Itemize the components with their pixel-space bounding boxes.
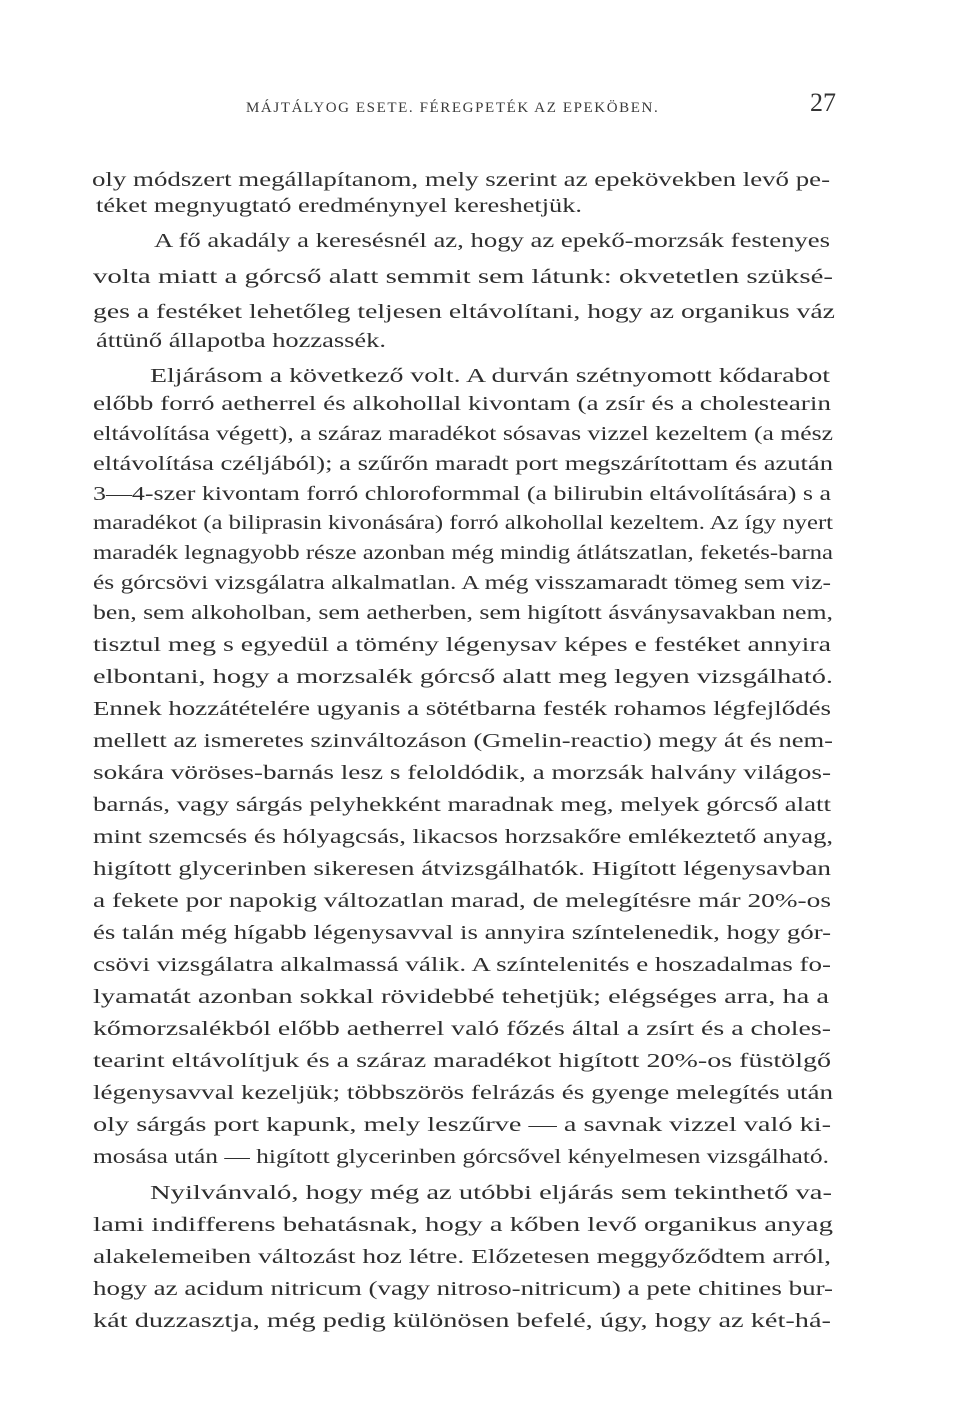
text-line: elbontani, hogy a morzsalék górcső alatt meg legyen vizsgálható.	[93, 666, 834, 688]
text-line: eltávolítása czéljából); a szűrőn maradt port megszárítottam és azután	[93, 453, 833, 475]
text-line: a fekete por napokig változatlan marad, de melegítésre már 20%-os	[93, 890, 831, 912]
text-line: kát duzzasztja, még pedig különösen befelé, úgy, hogy az két-há-	[93, 1310, 831, 1332]
text-line: légenysavval kezeljük; többszörös felrázás és gyenge melegítés után	[93, 1082, 834, 1104]
text-line: lami indifferens behatásnak, hogy a kőben levő organikus anyag	[93, 1214, 833, 1236]
text-line: volta miatt a górcső alatt semmit sem látunk: okvetetlen szüksé-	[93, 266, 834, 288]
text-line: ben, sem alkoholban, sem aetherben, sem higított ásványsavakban nem,	[93, 602, 833, 624]
text-line: tearint eltávolítjuk és a száraz maradékot higított 20%-os füstölgő	[93, 1050, 832, 1072]
text-line: barnás, vagy sárgás pelyhekként maradnak meg, melyek górcső alatt	[93, 794, 832, 816]
text-line: áttünő állapotba hozzassék.	[96, 330, 386, 352]
text-line: csövi vizsgálatra alkalmassá válik. A színtelenités e hoszadalmas fo-	[93, 954, 831, 976]
text-line: Nyilvánvaló, hogy még az utóbbi eljárás sem tekinthető va-	[150, 1182, 833, 1204]
text-line: lyamatát azonban sokkal rövidebbé tehetjük; elégséges arra, ha a	[93, 986, 829, 1008]
text-line: mint szemcsés és hólyagcsás, likacsos horzsakőre emlékeztető anyag,	[93, 826, 834, 848]
text-line: oly módszert megállapítanom, mely szerint az epekövekben levő pe-	[92, 169, 831, 191]
text-line: előbb forró aetherrel és alkohollal kivontam (a zsír és a cholestearin	[93, 393, 831, 415]
page-number: 27	[810, 88, 836, 117]
text-line: maradék legnagyobb része azonban még mindig átlátszatlan, feketés-barna	[93, 542, 834, 564]
text-line: ges a festéket lehetőleg teljesen eltávolítani, hogy az organikus váz	[93, 301, 835, 323]
text-line: alakelemeiben változást hoz létre. Előzetesen meggyőződtem arról,	[93, 1246, 832, 1268]
text-line: oly sárgás port kapunk, mely leszűrve — a savnak vizzel való ki-	[93, 1114, 832, 1136]
text-line: és górcsövi vizsgálatra alkalmatlan. A még visszamaradt tömeg sem viz-	[93, 572, 832, 594]
text-line: mellett az ismeretes szinváltozáson (Gmelin-reactio) megy át és nem-	[93, 730, 833, 752]
text-line: eltávolítása végett), a száraz maradékot sósavas vizzel kezeltem (a mész	[93, 423, 834, 445]
running-title: MÁJTÁLYOG ESETE. FÉREGPETÉK AZ EPEKÖBEN.	[246, 100, 660, 116]
text-line: tisztul meg s egyedül a tömény légenysav képes e festéket annyira	[93, 634, 831, 656]
text-line: mosása után — higított glycerinben górcsővel kényelmesen vizsgálható.	[93, 1146, 829, 1168]
text-line: és talán még hígabb légenysavval is annyira színtelenedik, hogy gór-	[93, 922, 832, 944]
text-line: higított glycerinben sikeresen átvizsgálhatók. Higított légenysavban	[93, 858, 831, 880]
text-line: sokára vöröses-barnás lesz s feloldódik, a morzsák halvány világos-	[93, 762, 832, 784]
text-line: Ennek hozzátételére ugyanis a sötétbarna festék rohamos légfejlődés	[93, 698, 831, 720]
text-line: 3—4-szer kivontam forró chloroformmal (a bilirubin eltávolítására) s a	[93, 483, 832, 505]
text-line: Eljárásom a következő volt. A durván szétnyomott kődarabot	[150, 365, 830, 387]
text-line: maradékot (a biliprasin kivonására) forró alkohollal kezeltem. Az így nyert	[93, 512, 834, 534]
text-line: hogy az acidum nitricum (vagy nitroso-nitricum) a pete chitines bur-	[93, 1278, 834, 1300]
text-line: téket megnyugtató eredménynyel kereshetjük.	[96, 195, 582, 217]
text-line: kőmorzsalékból előbb aetherrel való főzés által a zsírt és a choles-	[93, 1018, 831, 1040]
text-line: A fő akadály a keresésnél az, hogy az epekő-morzsák festenyes	[154, 230, 831, 252]
